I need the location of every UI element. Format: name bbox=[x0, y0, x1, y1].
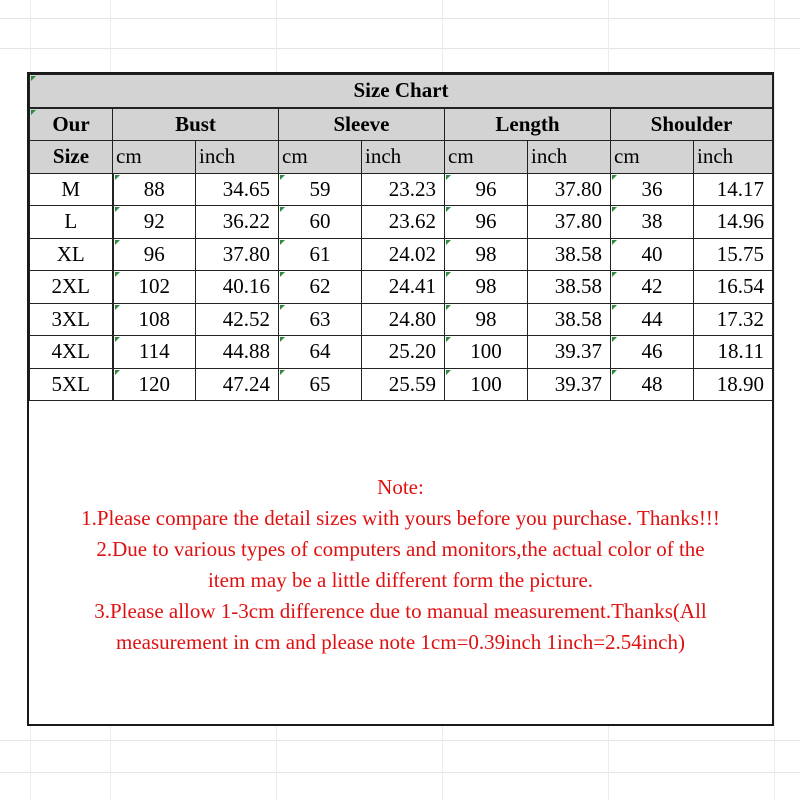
inch-cell: 23.62 bbox=[362, 206, 445, 239]
cm-cell: 59 bbox=[279, 173, 362, 206]
unit-cm: cm bbox=[279, 141, 362, 174]
cm-cell: 48 bbox=[611, 368, 694, 401]
table-row bbox=[30, 368, 773, 401]
size-label: 3XL bbox=[30, 303, 113, 336]
size-chart-frame bbox=[27, 72, 774, 726]
cm-cell: 92 bbox=[113, 206, 196, 239]
cm-cell: 98 bbox=[445, 238, 528, 271]
unit-cm: cm bbox=[445, 141, 528, 174]
length-header: Length bbox=[445, 108, 611, 141]
inch-cell: 37.80 bbox=[528, 173, 611, 206]
inch-cell: 16.54 bbox=[694, 271, 773, 304]
shoulder-header: Shoulder bbox=[611, 108, 773, 141]
inch-cell: 15.75 bbox=[694, 238, 773, 271]
table-row bbox=[30, 303, 773, 336]
cm-cell: 100 bbox=[445, 336, 528, 369]
size-header-bottom: Size bbox=[30, 141, 113, 174]
size-label: XL bbox=[30, 238, 113, 271]
inch-cell: 25.59 bbox=[362, 368, 445, 401]
cm-cell: 120 bbox=[113, 368, 196, 401]
size-label: 5XL bbox=[30, 368, 113, 401]
cm-cell: 100 bbox=[445, 368, 528, 401]
inch-cell: 14.96 bbox=[694, 206, 773, 239]
size-label: M bbox=[30, 173, 113, 206]
inch-cell: 44.88 bbox=[196, 336, 279, 369]
inch-cell: 24.41 bbox=[362, 271, 445, 304]
cm-cell: 88 bbox=[113, 173, 196, 206]
inch-cell: 38.58 bbox=[528, 271, 611, 304]
note-line: measurement in cm and please note 1cm=0.39inch 1inch=2.54inch) bbox=[116, 630, 685, 654]
cm-cell: 44 bbox=[611, 303, 694, 336]
inch-cell: 34.65 bbox=[196, 173, 279, 206]
unit-inch: inch bbox=[362, 141, 445, 174]
inch-cell: 25.20 bbox=[362, 336, 445, 369]
note-line: 1.Please compare the detail sizes with yours before you purchase. Thanks!!! bbox=[81, 506, 720, 530]
grid-line bbox=[0, 48, 800, 49]
notes-block bbox=[29, 472, 772, 658]
unit-inch: inch bbox=[528, 141, 611, 174]
table-row bbox=[30, 271, 773, 304]
unit-cm: cm bbox=[113, 141, 196, 174]
cm-cell: 61 bbox=[279, 238, 362, 271]
cm-cell: 96 bbox=[445, 173, 528, 206]
cm-cell: 98 bbox=[445, 303, 528, 336]
inch-cell: 37.80 bbox=[196, 238, 279, 271]
table-row bbox=[30, 173, 773, 206]
unit-inch: inch bbox=[694, 141, 773, 174]
note-line: 3.Please allow 1-3cm difference due to manual measurement.Thanks(All bbox=[94, 599, 707, 623]
cm-cell: 64 bbox=[279, 336, 362, 369]
cm-cell: 108 bbox=[113, 303, 196, 336]
cm-cell: 42 bbox=[611, 271, 694, 304]
size-header-top: Our bbox=[30, 108, 113, 141]
inch-cell: 17.32 bbox=[694, 303, 773, 336]
grid-line bbox=[0, 18, 800, 19]
unit-cm: cm bbox=[611, 141, 694, 174]
cm-cell: 36 bbox=[611, 173, 694, 206]
table-title: Size Chart bbox=[30, 75, 773, 108]
size-label: 4XL bbox=[30, 336, 113, 369]
cm-cell: 102 bbox=[113, 271, 196, 304]
cm-cell: 96 bbox=[445, 206, 528, 239]
cm-cell: 38 bbox=[611, 206, 694, 239]
size-label: 2XL bbox=[30, 271, 113, 304]
inch-cell: 39.37 bbox=[528, 368, 611, 401]
inch-cell: 23.23 bbox=[362, 173, 445, 206]
inch-cell: 39.37 bbox=[528, 336, 611, 369]
cm-cell: 62 bbox=[279, 271, 362, 304]
inch-cell: 18.11 bbox=[694, 336, 773, 369]
inch-cell: 37.80 bbox=[528, 206, 611, 239]
sleeve-header: Sleeve bbox=[279, 108, 445, 141]
table-row bbox=[30, 238, 773, 271]
cm-cell: 96 bbox=[113, 238, 196, 271]
cm-cell: 98 bbox=[445, 271, 528, 304]
inch-cell: 47.24 bbox=[196, 368, 279, 401]
cm-cell: 65 bbox=[279, 368, 362, 401]
inch-cell: 36.22 bbox=[196, 206, 279, 239]
size-chart-table bbox=[29, 74, 773, 401]
inch-cell: 38.58 bbox=[528, 238, 611, 271]
note-line: 2.Due to various types of computers and monitors,the actual color of the bbox=[96, 537, 705, 561]
cm-cell: 46 bbox=[611, 336, 694, 369]
inch-cell: 38.58 bbox=[528, 303, 611, 336]
grid-line bbox=[0, 740, 800, 741]
cm-cell: 63 bbox=[279, 303, 362, 336]
unit-inch: inch bbox=[196, 141, 279, 174]
bust-header: Bust bbox=[113, 108, 279, 141]
table-row bbox=[30, 206, 773, 239]
note-line: item may be a little different form the picture. bbox=[207, 568, 594, 592]
grid-line bbox=[774, 0, 775, 800]
note-heading: Note: bbox=[377, 475, 424, 499]
cm-cell: 60 bbox=[279, 206, 362, 239]
table-row bbox=[30, 336, 773, 369]
inch-cell: 14.17 bbox=[694, 173, 773, 206]
inch-cell: 24.80 bbox=[362, 303, 445, 336]
inch-cell: 24.02 bbox=[362, 238, 445, 271]
cm-cell: 114 bbox=[113, 336, 196, 369]
inch-cell: 40.16 bbox=[196, 271, 279, 304]
size-rows bbox=[30, 173, 773, 401]
inch-cell: 42.52 bbox=[196, 303, 279, 336]
size-label: L bbox=[30, 206, 113, 239]
cm-cell: 40 bbox=[611, 238, 694, 271]
inch-cell: 18.90 bbox=[694, 368, 773, 401]
grid-line bbox=[0, 772, 800, 773]
